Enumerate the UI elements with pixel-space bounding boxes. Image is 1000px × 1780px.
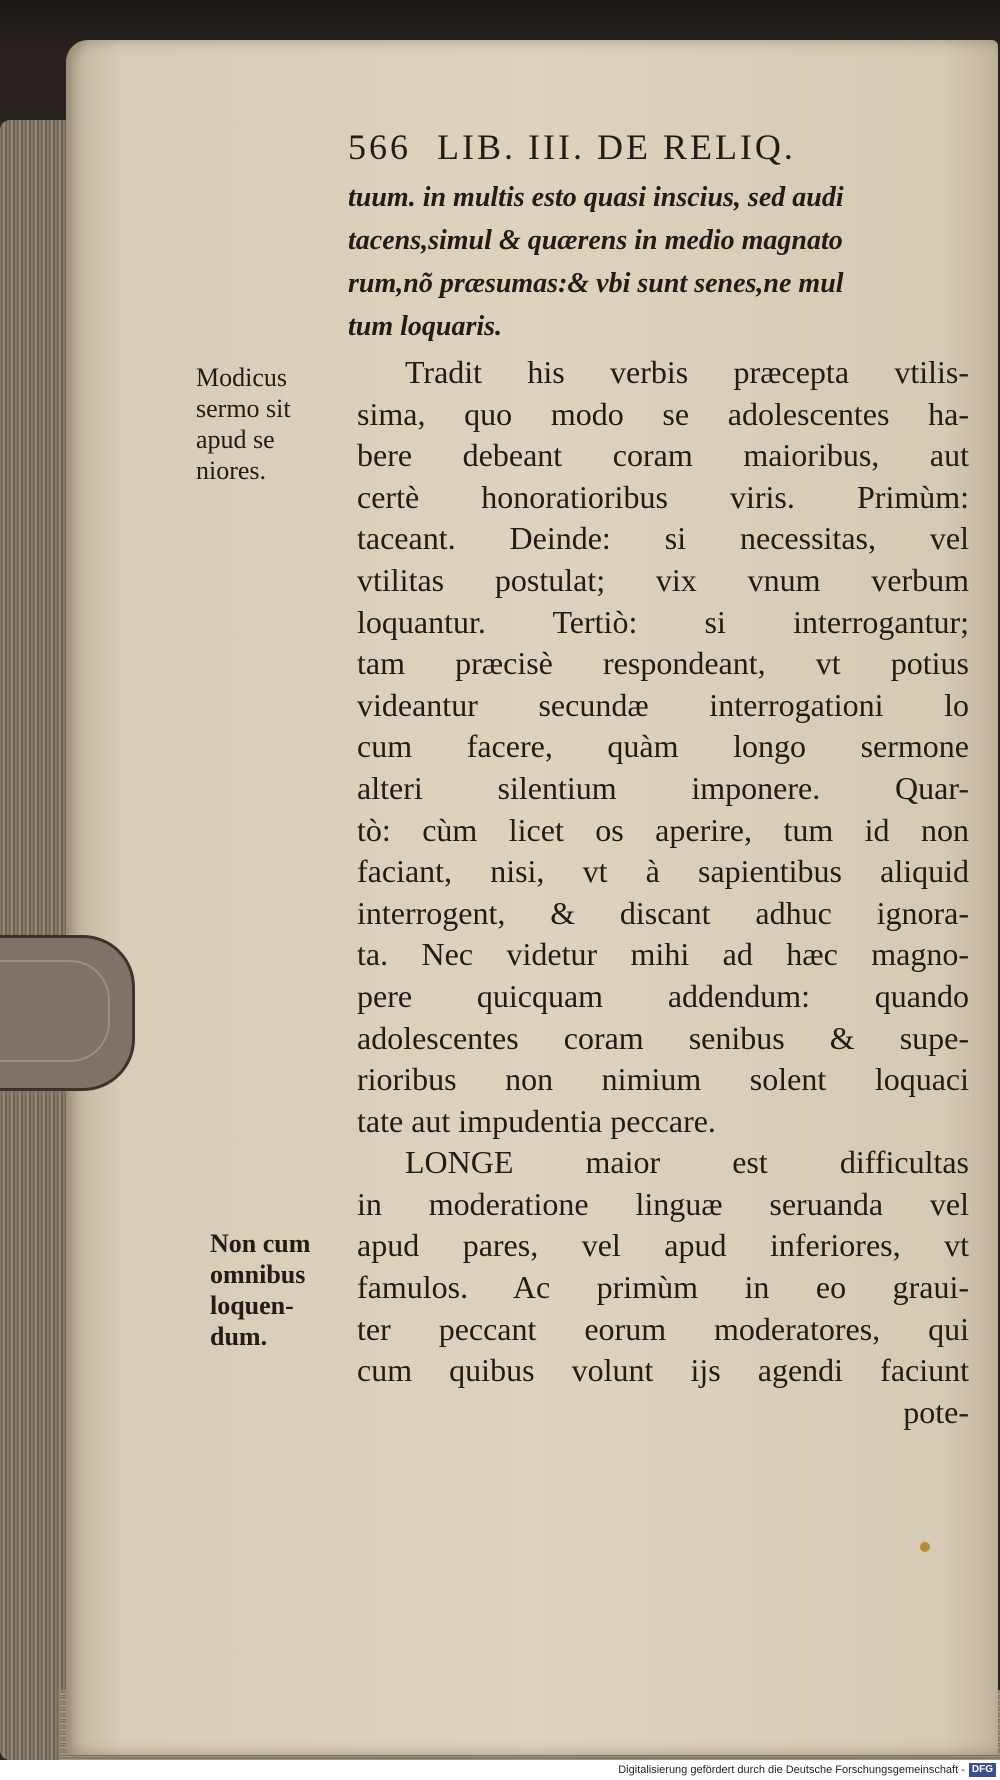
body-line: tam præcisè respondeant, vt potius bbox=[357, 645, 969, 682]
body-text bbox=[357, 352, 969, 1433]
body-line: in moderatione linguæ seruanda vel bbox=[357, 1185, 969, 1222]
italic-line: tacens,simul & quærens in medio magnato bbox=[348, 225, 843, 256]
marginal-note-2 bbox=[210, 1228, 310, 1352]
body-line: videantur secundæ interrogationi lo bbox=[357, 686, 969, 723]
body-line: certè honoratioribus viris. Primùm: bbox=[357, 478, 969, 515]
marginal-line: apud se bbox=[196, 425, 275, 454]
dfg-logo: DFG bbox=[969, 1763, 996, 1777]
body-line: pere quicquam addendum: quando bbox=[357, 977, 969, 1014]
body-line: Tradit his verbis præcepta vtilis- bbox=[405, 354, 969, 390]
page-header bbox=[348, 126, 796, 168]
body-line: bere debeant coram maioribus, aut bbox=[357, 437, 969, 474]
body-line: alteri silentium imponere. Quar- bbox=[357, 769, 969, 806]
marginal-line: niores. bbox=[196, 456, 267, 485]
body-line: faciant, nisi, vt à sapientibus aliquid bbox=[357, 853, 969, 890]
page-number: 566 bbox=[348, 127, 411, 167]
body-line: ter peccant eorum moderatores, qui bbox=[357, 1310, 969, 1347]
body-line: sima, quo modo se adolescentes ha- bbox=[357, 395, 969, 432]
body-line: taceant. Deinde: si necessitas, vel bbox=[357, 520, 969, 557]
body-line: ta. Nec videtur mihi ad hæc magno- bbox=[357, 936, 969, 973]
body-line: apud pares, vel apud inferiores, vt bbox=[357, 1227, 969, 1264]
marginal-line: loquen- bbox=[210, 1291, 294, 1320]
marginal-line: dum. bbox=[210, 1322, 268, 1351]
body-line: adolescentes coram senibus & supe- bbox=[357, 1019, 969, 1056]
italic-quotation bbox=[348, 176, 948, 348]
marginal-line: Modicus bbox=[196, 363, 287, 392]
italic-line: rum,nõ præsumas:& vbi sunt senes,ne mul bbox=[348, 268, 844, 299]
body-line: tò: cùm licet os aperire, tum id non bbox=[357, 811, 969, 848]
body-line: interrogent, & discant adhuc ignora- bbox=[357, 894, 969, 931]
digitization-credit bbox=[0, 1760, 1000, 1780]
body-line: tate aut impudentia peccare. bbox=[357, 1102, 716, 1139]
body-line: cum quibus volunt ijs agendi faciunt bbox=[357, 1352, 969, 1389]
marginal-line: sermo sit bbox=[196, 394, 291, 423]
body-line: cum facere, quàm longo sermone bbox=[357, 728, 969, 765]
marginal-note-1 bbox=[196, 362, 291, 486]
body-line: LONGE maior est difficultas bbox=[405, 1144, 969, 1181]
body-line: loquantur. Tertiò: si interrogantur; bbox=[357, 603, 969, 640]
body-line: vtilitas postulat; vix vnum verbum bbox=[357, 561, 969, 598]
marginal-line: omnibus bbox=[210, 1260, 306, 1289]
marginal-line: Non cum bbox=[210, 1229, 311, 1258]
italic-line: tum loquaris. bbox=[348, 311, 503, 342]
body-line: famulos. Ac primùm in eo graui- bbox=[357, 1269, 969, 1306]
catchword: pote- bbox=[903, 1393, 969, 1430]
ink-smudge bbox=[920, 1542, 930, 1552]
italic-line: tuum. in multis esto quasi inscius, sed audi bbox=[348, 182, 844, 213]
body-line: rioribus non nimium solent loquaci bbox=[357, 1061, 969, 1098]
credit-text: Digitalisierung gefördert durch die Deutsche Forschungsgemeinschaft - bbox=[618, 1764, 965, 1776]
book-clasp-inner bbox=[0, 960, 110, 1062]
running-head: LIB. III. DE RELIQ. bbox=[437, 127, 796, 167]
